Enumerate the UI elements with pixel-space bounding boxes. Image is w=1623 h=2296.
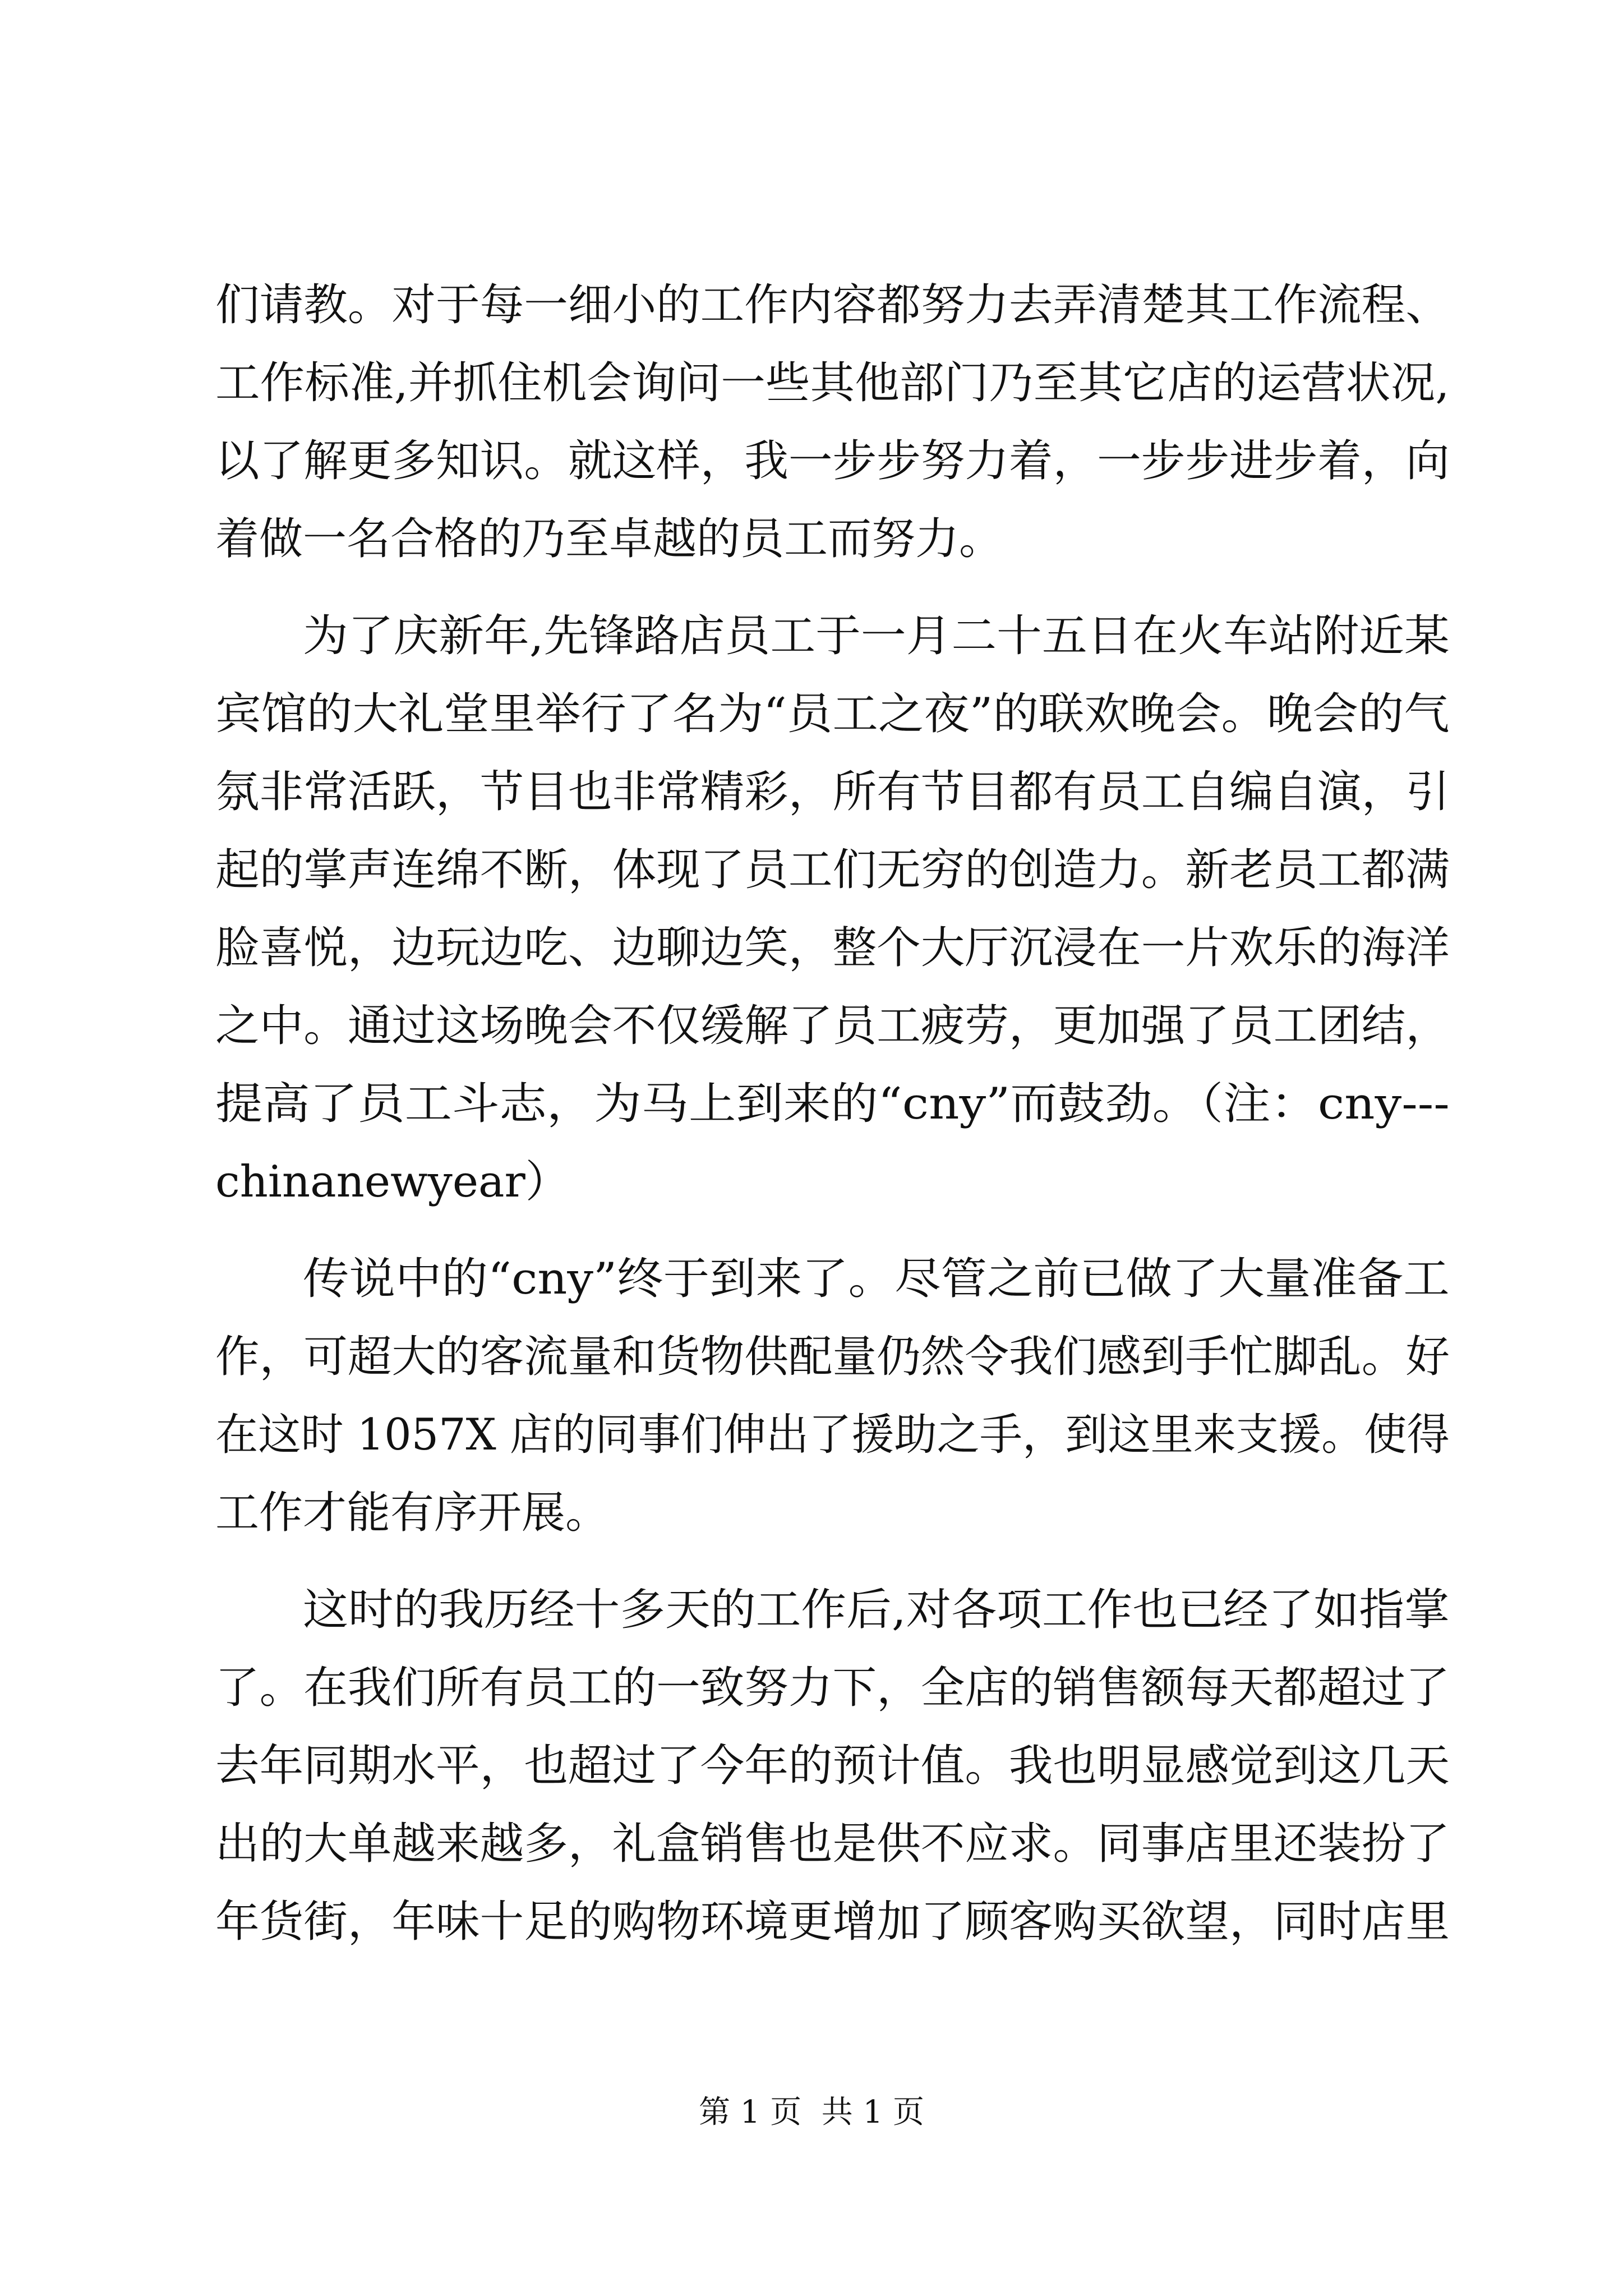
page-footer: 第 1 页 共 1 页 <box>698 2094 925 2131</box>
text-line-14: 作，可超大的客流量和货物供配量仍然令我们感到手忙脚乱。好 <box>215 1332 1450 1382</box>
text-line-21: 年货街，年味十足的购物环境更增加了顾客购买欲望，同时店里 <box>215 1897 1450 1947</box>
text-line-4: 着做一名合格的乃至卓越的员工而努力。 <box>215 514 1003 564</box>
text-line-8: 起的掌声连绵不断，体现了员工们无穷的创造力。新老员工都满 <box>215 845 1450 895</box>
text-line-19: 去年同期水平，也超过了今年的预计值。我也明显感觉到这几天 <box>215 1741 1450 1791</box>
text-line-17: 这时的我历经十多天的工作后,对各项工作也已经了如指掌 <box>303 1585 1450 1635</box>
text-line-15: 在这时 1057X 店的同事们伸出了援助之手，到这里来支援。使得 <box>215 1410 1450 1460</box>
text-line-10: 之中。通过这场晚会不仅缓解了员工疲劳，更加强了员工团结， <box>215 1001 1450 1051</box>
text-line-2: 工作标准,并抓住机会询问一些其他部门乃至其它店的运营状况, <box>215 358 1450 408</box>
text-line-20: 出的大单越来越多，礼盒销售也是供不应求。同事店里还装扮了 <box>215 1819 1450 1869</box>
text-line-3: 以了解更多知识。就这样，我一步步努力着，一步步进步着，向 <box>215 436 1450 486</box>
text-line-18: 了。在我们所有员工的一致努力下，全店的销售额每天都超过了 <box>215 1663 1450 1713</box>
text-line-12: chinanewyear） <box>215 1157 569 1207</box>
text-line-1: 们请教。对于每一细小的工作内容都努力去弄清楚其工作流程、 <box>215 280 1450 330</box>
text-line-11: 提高了员工斗志，为马上到来的“cny”而鼓劲。（注：cny--- <box>215 1079 1450 1129</box>
text-line-16: 工作才能有序开展。 <box>215 1488 610 1538</box>
text-line-7: 氛非常活跃，节目也非常精彩，所有节目都有员工自编自演，引 <box>215 767 1450 817</box>
text-line-9: 脸喜悦，边玩边吃、边聊边笑，整个大厅沉浸在一片欢乐的海洋 <box>215 923 1450 973</box>
text-line-5: 为了庆新年,先锋路店员工于一月二十五日在火车站附近某 <box>303 611 1450 661</box>
text-line-13: 传说中的“cny”终于到来了。尽管之前已做了大量准备工 <box>303 1254 1450 1304</box>
text-line-6: 宾馆的大礼堂里举行了名为“员工之夜”的联欢晚会。晚会的气 <box>215 689 1450 739</box>
